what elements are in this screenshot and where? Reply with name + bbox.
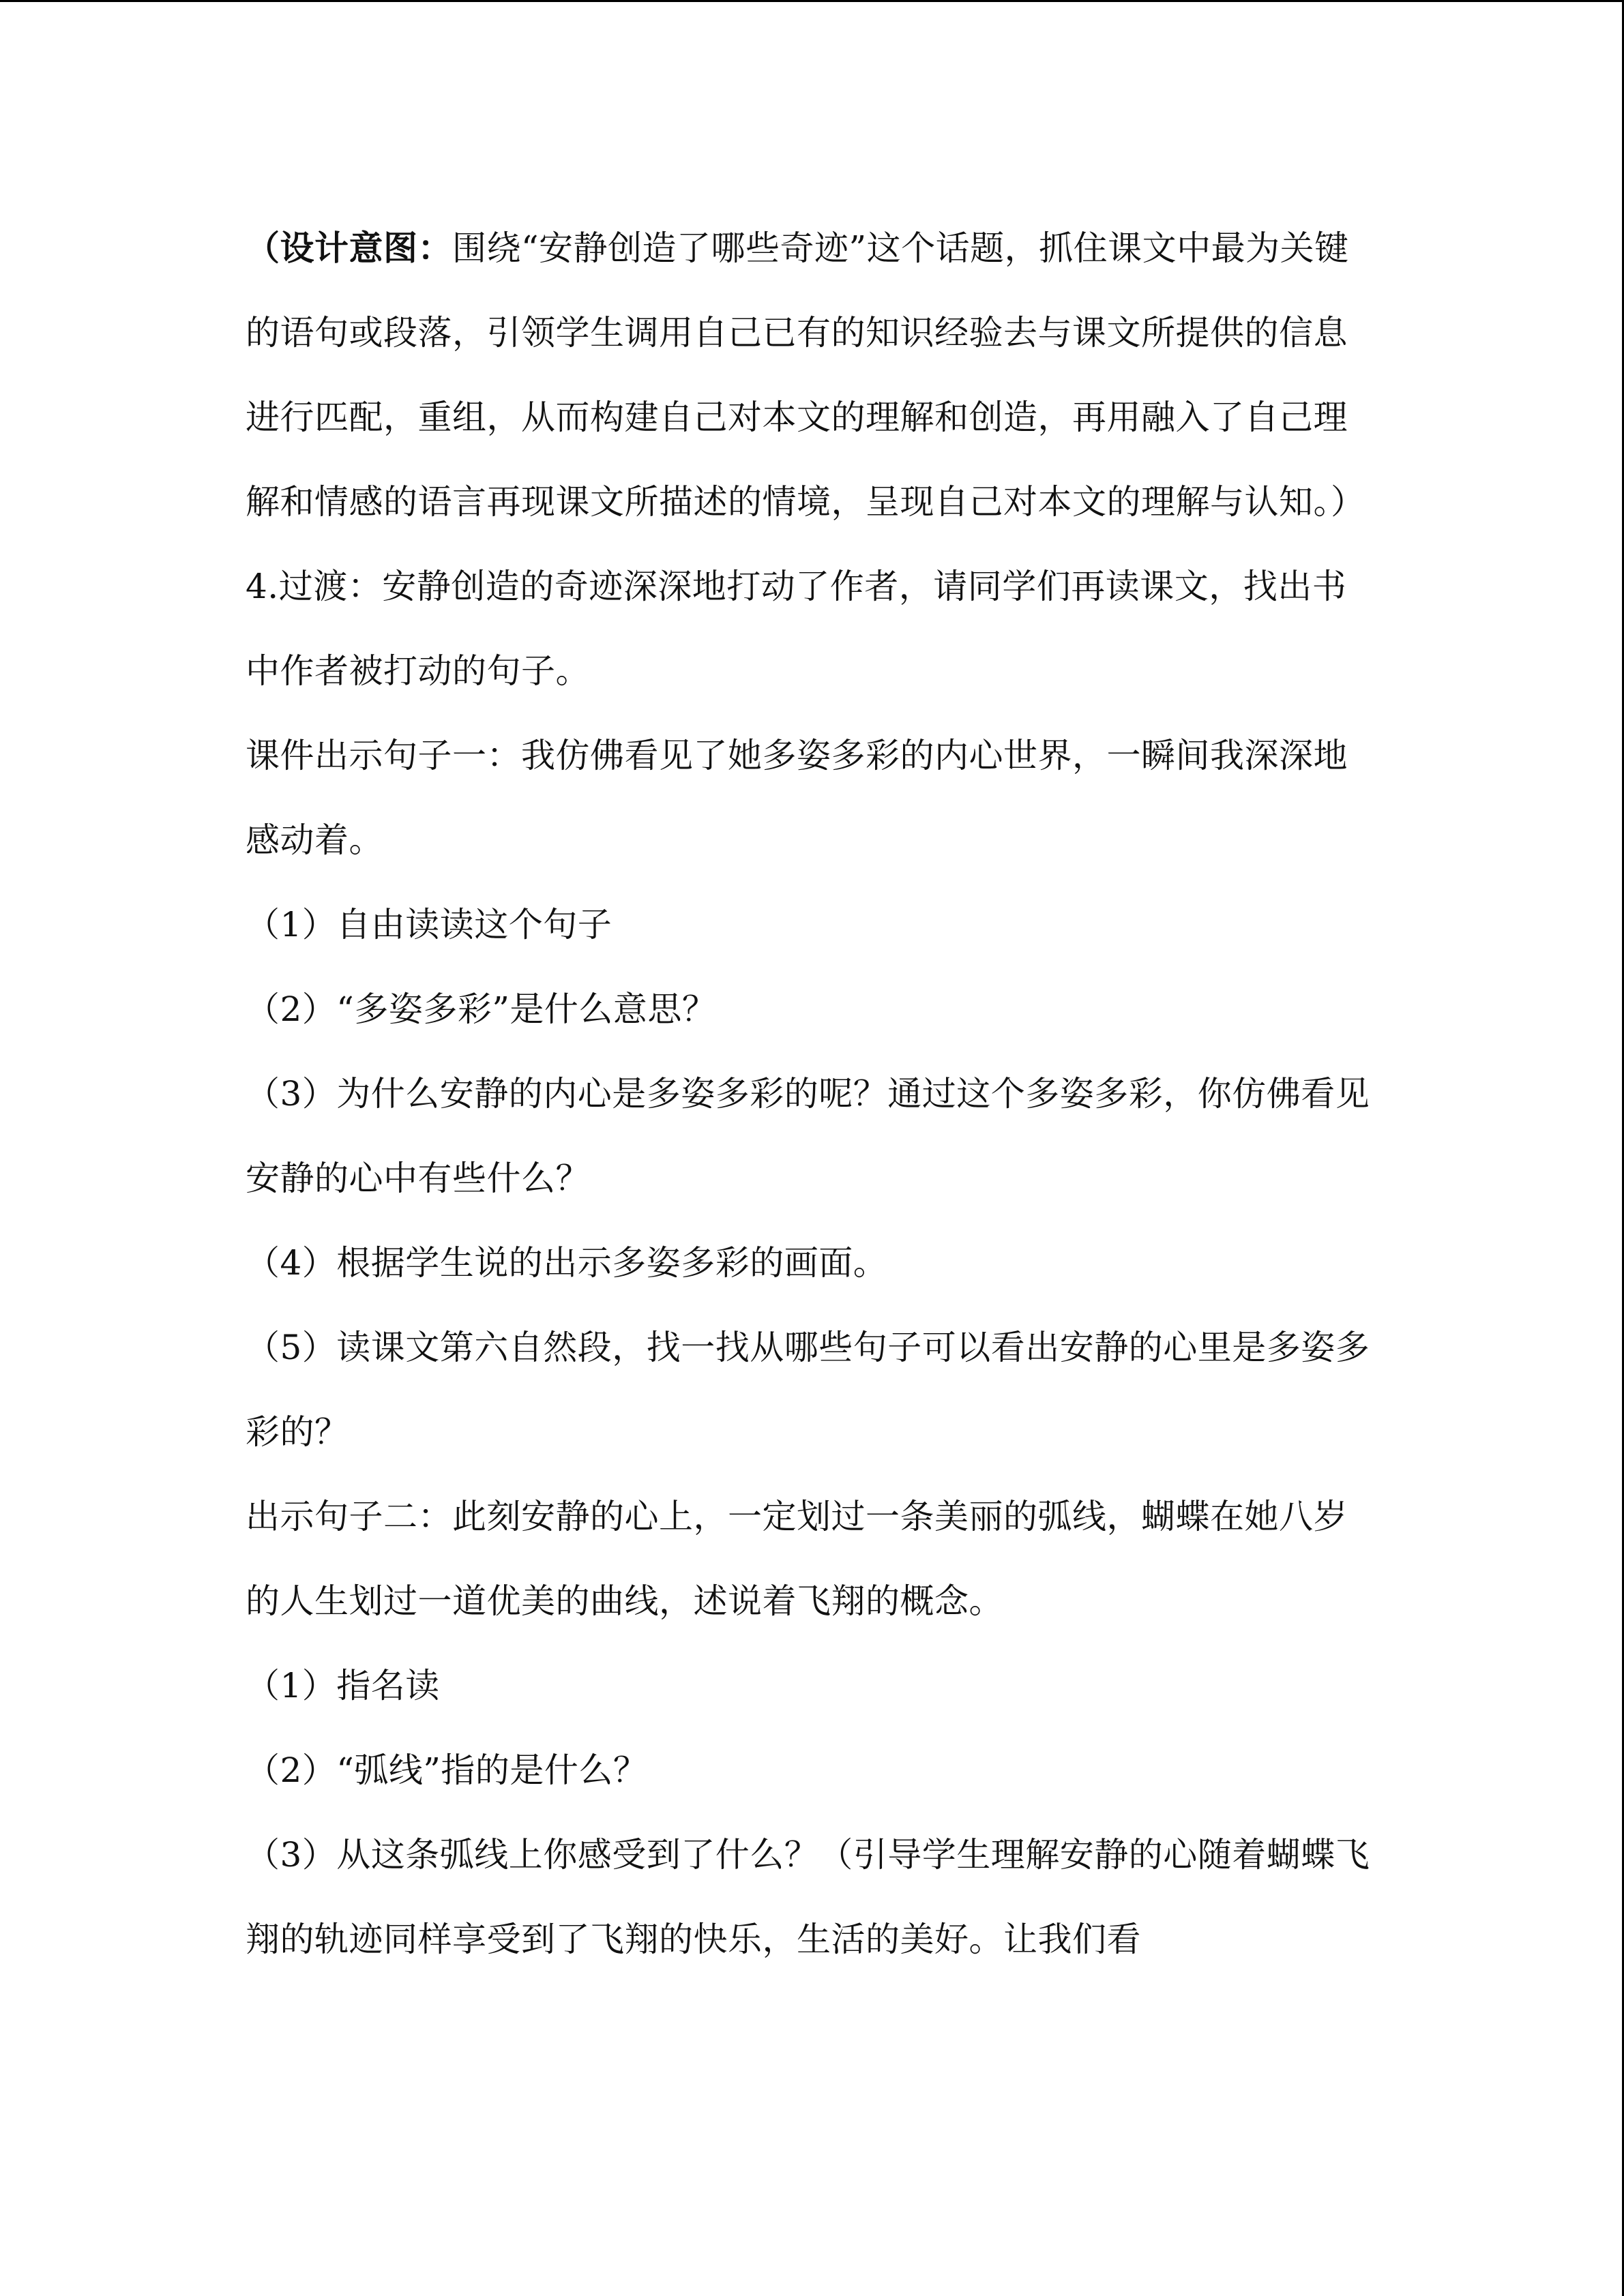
top-border-line xyxy=(0,0,1624,2)
question-1-2: （2）“多姿多彩”是什么意思？ xyxy=(246,989,717,1029)
question-2-1: （1）指名读 xyxy=(246,1666,440,1705)
design-intent-paragraph xyxy=(246,206,1378,544)
sentence-two-paragraph: 出示句子二：此刻安静的心上，一定划过一条美丽的弧线，蝴蝶在她八岁的人生划过一道优美的曲线，述说着飞翔的概念。 xyxy=(246,1497,1348,1621)
question-2-2: （2）“弧线”指的是什么？ xyxy=(246,1750,648,1790)
document-body xyxy=(246,206,1378,1982)
question-1-1: （1）自由读读这个句子 xyxy=(246,905,612,944)
question-1-5: （5）读课文第六自然段，找一找从哪些句子可以看出安静的心里是多姿多彩的？ xyxy=(246,1328,1370,1452)
question-2-3: （3）从这条弧线上你感受到了什么？（引导学生理解安静的心随着蝴蝶飞翔的轨迹同样享受到了飞翔的快乐，生活的美好。让我们看 xyxy=(246,1835,1370,1959)
design-intent-label: （设计意图： xyxy=(246,228,452,268)
transition-paragraph: 4.过渡：安静创造的奇迹深深地打动了作者，请同学们再读课文，找出书中作者被打动的句子。 xyxy=(246,567,1347,691)
design-intent-text: 围绕“安静创造了哪些奇迹”这个话题，抓住课文中最为关键的语句或段落，引领学生调用自己已有的知识经验去与课文所提供的信息进行匹配，重组，从而构建自己对本文的理解和创造，再用融入了自己理解和情感的语言再现课文所描述的情境，呈现自己对本文的理解与认知。） xyxy=(246,228,1365,522)
question-1-4: （4）根据学生说的出示多姿多彩的画面。 xyxy=(246,1243,888,1283)
sentence-one-paragraph: 课件出示句子一：我仿佛看见了她多姿多彩的内心世界，一瞬间我深深地感动着。 xyxy=(246,736,1348,860)
question-1-3: （3）为什么安静的内心是多姿多彩的呢？通过这个多姿多彩，你仿佛看见安静的心中有些什么？ xyxy=(246,1074,1370,1198)
